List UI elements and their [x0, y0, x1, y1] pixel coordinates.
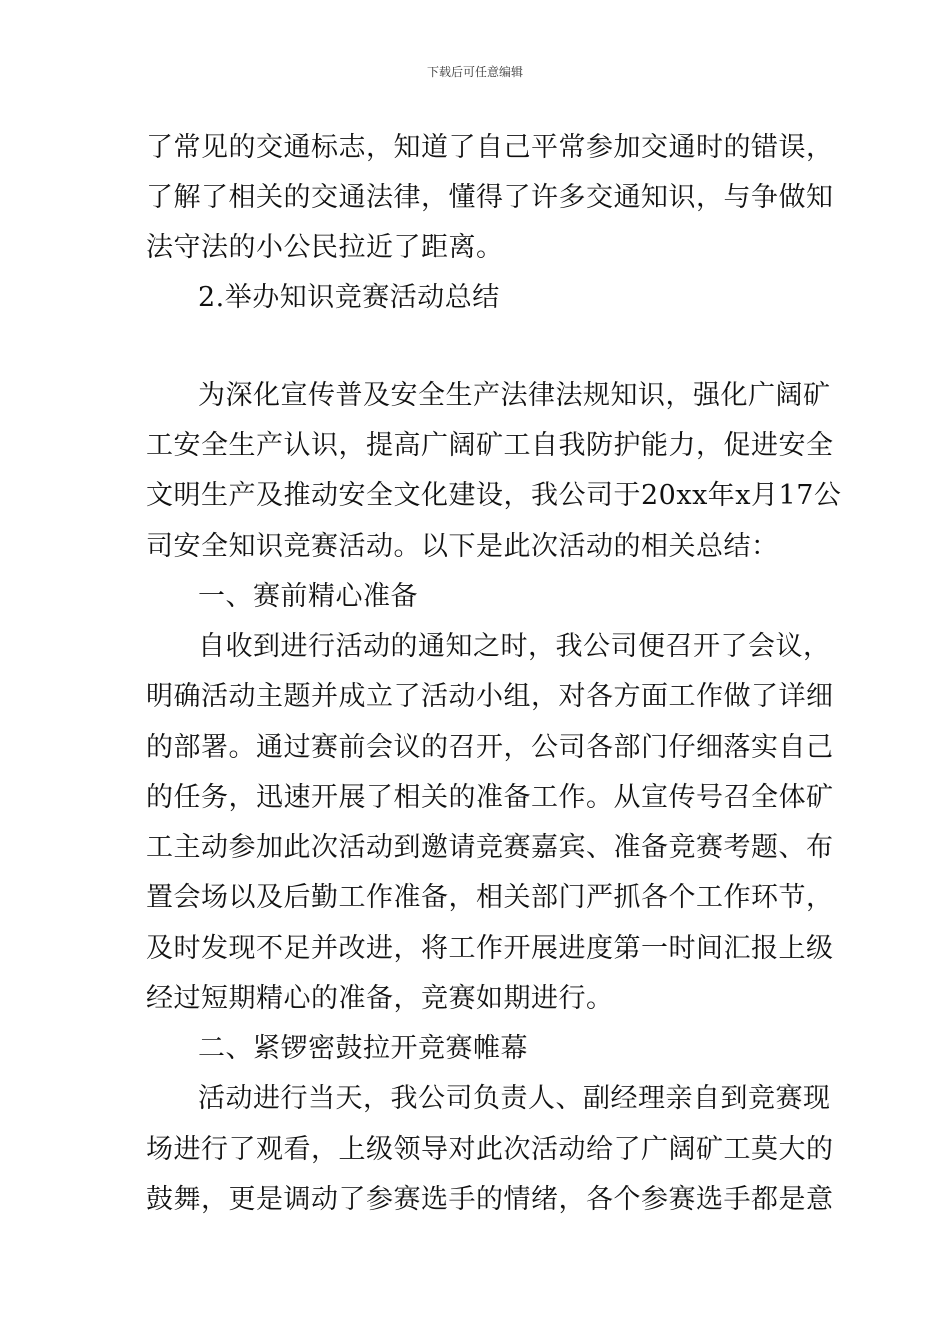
body-line: 法守法的小公民拉近了距离。: [146, 232, 504, 263]
body-line: 明确活动主题并成立了活动小组，对各方面工作做了详细: [146, 681, 834, 712]
body-line: 及时发现不足并改进，将工作开展进度第一时间汇报上级: [146, 933, 834, 964]
body-line: 鼓舞，更是调动了参赛选手的情绪，各个参赛选手都是意: [146, 1184, 834, 1215]
body-line: 置会场以及后勤工作准备，相关部门严抓各个工作环节，: [146, 882, 834, 913]
subsection-heading: 一、赛前精心准备: [198, 581, 418, 612]
body-line: 了解了相关的交通法律，懂得了许多交通知识，与争做知: [146, 182, 834, 213]
subsection-heading: 二、紧锣密鼓拉开竞赛帷幕: [198, 1033, 528, 1064]
body-line: 工安全生产认识，提高广阔矿工自我防护能力，促进安全: [146, 430, 834, 461]
body-line: 活动进行当天，我公司负责人、副经理亲自到竞赛现: [198, 1083, 831, 1114]
body-line: 经过短期精心的准备，竞赛如期进行。: [146, 983, 614, 1014]
body-line: 的任务，迅速开展了相关的准备工作。从宣传号召全体矿: [146, 782, 834, 813]
body-line: 场进行了观看，上级领导对此次活动给了广阔矿工莫大的: [146, 1134, 834, 1165]
body-line: 司安全知识竞赛活动。以下是此次活动的相关总结：: [146, 531, 779, 562]
page-header: 下载后可任意编辑: [426, 65, 523, 79]
body-line: 为深化宣传普及安全生产法律法规知识，强化广阔矿: [198, 380, 831, 411]
body-line: 文明生产及推动安全文化建设，我公司于20xx年x月17公: [146, 480, 842, 511]
body-line: 了常见的交通标志，知道了自己平常参加交通时的错误，: [146, 132, 834, 163]
body-line: 工主动参加此次活动到邀请竞赛嘉宾、准备竞赛考题、布: [146, 832, 834, 863]
section-heading: 2.举办知识竞赛活动总结: [198, 282, 500, 313]
body-line: 的部署。通过赛前会议的召开，公司各部门仔细落实自己: [146, 732, 834, 763]
body-line: 自收到进行活动的通知之时，我公司便召开了会议，: [198, 631, 831, 662]
